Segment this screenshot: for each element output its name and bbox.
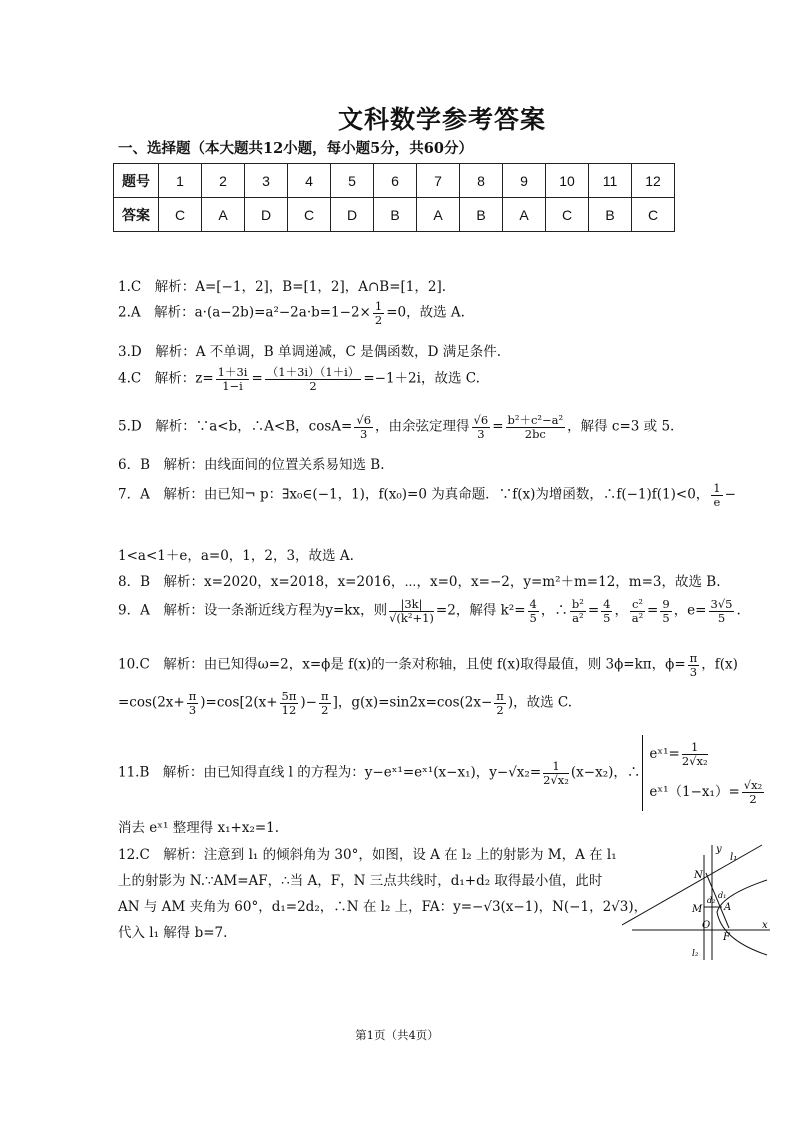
geometry-diagram	[622, 840, 772, 960]
question-number-cell: 6	[374, 164, 417, 198]
page-title: 文科数学参考答案	[337, 105, 546, 134]
text: 5.D 解析：∵a<b，∴A<B，cosA=	[118, 418, 353, 435]
fraction	[216, 366, 250, 392]
text: 2.A 解析：a·(a−2b)=a²−2a·b=1−2×	[118, 304, 371, 321]
denominator: e	[713, 494, 721, 509]
text: 9．A 解析：设一条渐近线方程为y=kx，则	[118, 602, 388, 619]
label-f: F	[723, 932, 730, 943]
fraction	[711, 482, 722, 508]
denominator: 3	[188, 702, 197, 717]
solution-2	[118, 300, 465, 326]
fraction	[630, 598, 645, 624]
solution-5	[118, 414, 674, 440]
numerator: √x₂	[743, 778, 763, 793]
numerator: π	[188, 689, 197, 703]
answer-cell: B	[589, 198, 632, 232]
fraction	[494, 690, 506, 716]
question-number-cell: 11	[589, 164, 632, 198]
text: −	[724, 486, 736, 503]
fraction	[709, 598, 735, 624]
text: 7．A 解析：由已知¬ p：∃x₀∈(−1，1)，f(x₀)=0 为真命题．∵f(x)为增函数，∴f(−1)f(1)<0，	[118, 486, 710, 503]
fraction	[528, 598, 539, 624]
fraction	[187, 690, 199, 716]
denominator: √(k²+1)	[389, 610, 434, 625]
text: =cos(2x+	[118, 694, 185, 711]
fraction	[373, 300, 384, 326]
fraction	[354, 414, 373, 440]
numerator: 1＋3i	[217, 365, 248, 379]
solution-1: 1.C 解析：A=[−1，2]，B=[1，2]，A∩B=[1，2].	[118, 279, 447, 295]
text: =	[587, 602, 600, 619]
text: ，解得 c=3 或 5.	[567, 418, 675, 435]
label-a: A	[724, 902, 732, 913]
denominator: 2	[374, 312, 383, 327]
fraction	[280, 690, 299, 716]
solution-7	[118, 482, 736, 508]
solution-12-b: 上的射影为 N.∵AM=AF，∴当 A，F，N 三点共线时，d₁+d₂ 取得最小值，此时	[118, 873, 603, 889]
label-d2: d₂	[707, 896, 716, 905]
solution-8: 8．B 解析：x=2020，x=2018，x=2016，⋯，x=0，x=−2，y=m²＋m=12，m=3，故选 B.	[118, 574, 721, 590]
answer-cell: D	[331, 198, 374, 232]
label-d1: d₁	[718, 891, 727, 900]
question-number-cell: 3	[245, 164, 288, 198]
table-row	[114, 198, 675, 232]
solution-11-cont: 消去 eˣ¹ 整理得 x₁+x₂=1.	[118, 820, 280, 836]
question-number-cell: 2	[202, 164, 245, 198]
text: =2，解得 k²=	[435, 602, 526, 619]
text: ，e=	[673, 602, 707, 619]
text: ]，g(x)=sin2x=cos(2x−	[332, 694, 493, 711]
label-l1: l₁	[730, 852, 738, 863]
text: ，由余弦定理得	[375, 418, 470, 435]
denominator: 2√x₂	[543, 772, 569, 787]
text: =0，故选 A.	[386, 304, 465, 321]
denominator: 3	[477, 426, 485, 441]
numerator: π	[689, 651, 698, 665]
solution-6: 6．B 解析：由线面间的位置关系易知选 B.	[118, 457, 385, 473]
fraction	[543, 760, 569, 786]
text: =−1＋2i，故选 C.	[363, 370, 480, 387]
question-number-cell: 4	[288, 164, 331, 198]
equation-system	[642, 735, 766, 811]
numerator: √6	[356, 413, 372, 427]
numerator: c²	[631, 597, 644, 611]
numerator: 3√5	[710, 597, 733, 611]
denominator: 2	[321, 702, 329, 717]
solution-12-a: 12.C 解析：注意到 l₁ 的倾斜角为 30°，如图，设 A 在 l₂ 上的射影为 M，A 在 l₁	[118, 847, 617, 863]
equation	[649, 735, 766, 773]
solution-11	[118, 735, 766, 811]
numerator: 1	[713, 481, 721, 495]
answer-cell: C	[288, 198, 331, 232]
answer-cell: B	[374, 198, 417, 232]
text: ，f(x)	[701, 656, 738, 673]
answer-cell: A	[417, 198, 460, 232]
numerator: 1	[543, 760, 569, 774]
answer-cell: C	[632, 198, 675, 232]
fraction	[742, 779, 764, 805]
denominator: 5	[717, 610, 726, 625]
solution-7-cont: 1<a<1＋e，a=0，1，2，3，故选 A.	[118, 548, 354, 564]
fraction	[660, 598, 671, 624]
numerator: b²	[571, 597, 584, 611]
numerator: b²＋c²−a²	[507, 413, 564, 427]
text: =	[251, 370, 263, 387]
numerator: π	[496, 689, 504, 703]
answer-cell: C	[159, 198, 202, 232]
text: ，	[614, 602, 628, 619]
numerator: 1	[682, 741, 708, 755]
denominator: 2bc	[524, 426, 546, 441]
equation	[649, 773, 766, 811]
numerator: π	[321, 689, 329, 703]
text: 4.C 解析：z=	[118, 370, 214, 387]
denominator: 5	[662, 610, 670, 625]
question-number-cell: 10	[546, 164, 589, 198]
numerator: 1	[374, 299, 383, 313]
numerator: （1＋3i）（1＋i）	[266, 365, 360, 379]
answer-cell: B	[460, 198, 503, 232]
solution-9	[118, 598, 741, 624]
solution-4	[118, 366, 480, 392]
text: )，故选 C.	[507, 694, 573, 711]
fraction	[688, 652, 700, 678]
denominator: 1−i	[222, 378, 243, 393]
answer-cell: A	[503, 198, 546, 232]
table-header-answer: 答案	[114, 198, 159, 232]
fraction	[601, 598, 612, 624]
text: 11.B 解析：由已知得直线 l 的方程为：y−eˣ¹=eˣ¹(x−x₁)，y−√x₂=	[118, 764, 542, 781]
numerator: 4	[529, 597, 537, 611]
fraction	[472, 414, 491, 440]
denominator: 12	[281, 702, 297, 717]
question-number-cell: 9	[503, 164, 546, 198]
numerator: 5π	[281, 689, 297, 703]
label-n: N	[694, 870, 703, 881]
denominator: 5	[603, 610, 611, 625]
fraction	[682, 741, 708, 767]
fraction	[319, 690, 331, 716]
fraction	[265, 366, 362, 392]
question-number-cell: 1	[159, 164, 202, 198]
text: )−	[300, 694, 317, 711]
solution-10-cont	[118, 690, 572, 716]
fraction	[570, 598, 586, 624]
denominator: 5	[529, 610, 537, 625]
text: 10.C 解析：由已知得ω=2，x=ϕ是 f(x)的一条对称轴，且使 f(x)取得最值，则 3ϕ=kπ，ϕ=	[118, 656, 686, 673]
question-number-cell: 7	[417, 164, 460, 198]
fraction	[389, 598, 434, 624]
label-m: M	[692, 904, 703, 915]
label-o: O	[702, 920, 711, 931]
denominator: 2	[496, 702, 504, 717]
label-l2: l₂	[692, 949, 699, 959]
section-heading: 一、选择题（本大题共12小题，每小题5分，共60分）	[118, 140, 473, 157]
table-row	[114, 164, 675, 198]
text: eˣ¹（1−x₁）=	[649, 784, 740, 800]
page-footer: 第1页（共4页）	[355, 1028, 439, 1042]
solution-12-d: 代入 l₁ 解得 b=7.	[118, 925, 228, 941]
table-header-number: 题号	[114, 164, 159, 198]
numerator: |3k|	[389, 598, 434, 612]
numerator: √6	[473, 413, 489, 427]
answer-cell: C	[546, 198, 589, 232]
fraction	[506, 414, 566, 440]
solution-10	[118, 652, 738, 678]
text: =	[647, 602, 659, 619]
answer-cell: D	[245, 198, 288, 232]
text: =	[492, 418, 504, 435]
solution-3: 3.D 解析：A 不单调，B 单调递减，C 是偶函数，D 满足条件.	[118, 344, 501, 360]
question-number-cell: 8	[460, 164, 503, 198]
question-number-cell: 12	[632, 164, 675, 198]
text: .	[736, 602, 741, 619]
numerator: 9	[662, 597, 670, 611]
label-x: x	[762, 920, 768, 931]
denominator: 2	[749, 792, 757, 806]
numerator: 4	[603, 597, 611, 611]
text: ，∴	[540, 602, 568, 619]
solution-12-c: AN 与 AM 夹角为 60°，d₁=2d₂，∴N 在 l₂ 上，FA：y=−√3(x−1)，N(−1，2√3)，	[118, 899, 648, 915]
denominator: 2	[309, 378, 317, 393]
denominator: 3	[689, 664, 698, 679]
text: eˣ¹=	[649, 746, 680, 762]
text: (x−x₂)，∴	[570, 764, 641, 781]
denominator: a²	[572, 610, 584, 625]
text: )=cos[2(x+	[200, 694, 278, 711]
label-y: y	[716, 844, 722, 855]
question-number-cell: 5	[331, 164, 374, 198]
denominator: 2√x₂	[681, 754, 708, 768]
denominator: a²	[631, 610, 644, 625]
answer-cell: A	[202, 198, 245, 232]
denominator: 3	[360, 426, 368, 441]
answer-table	[113, 163, 675, 232]
